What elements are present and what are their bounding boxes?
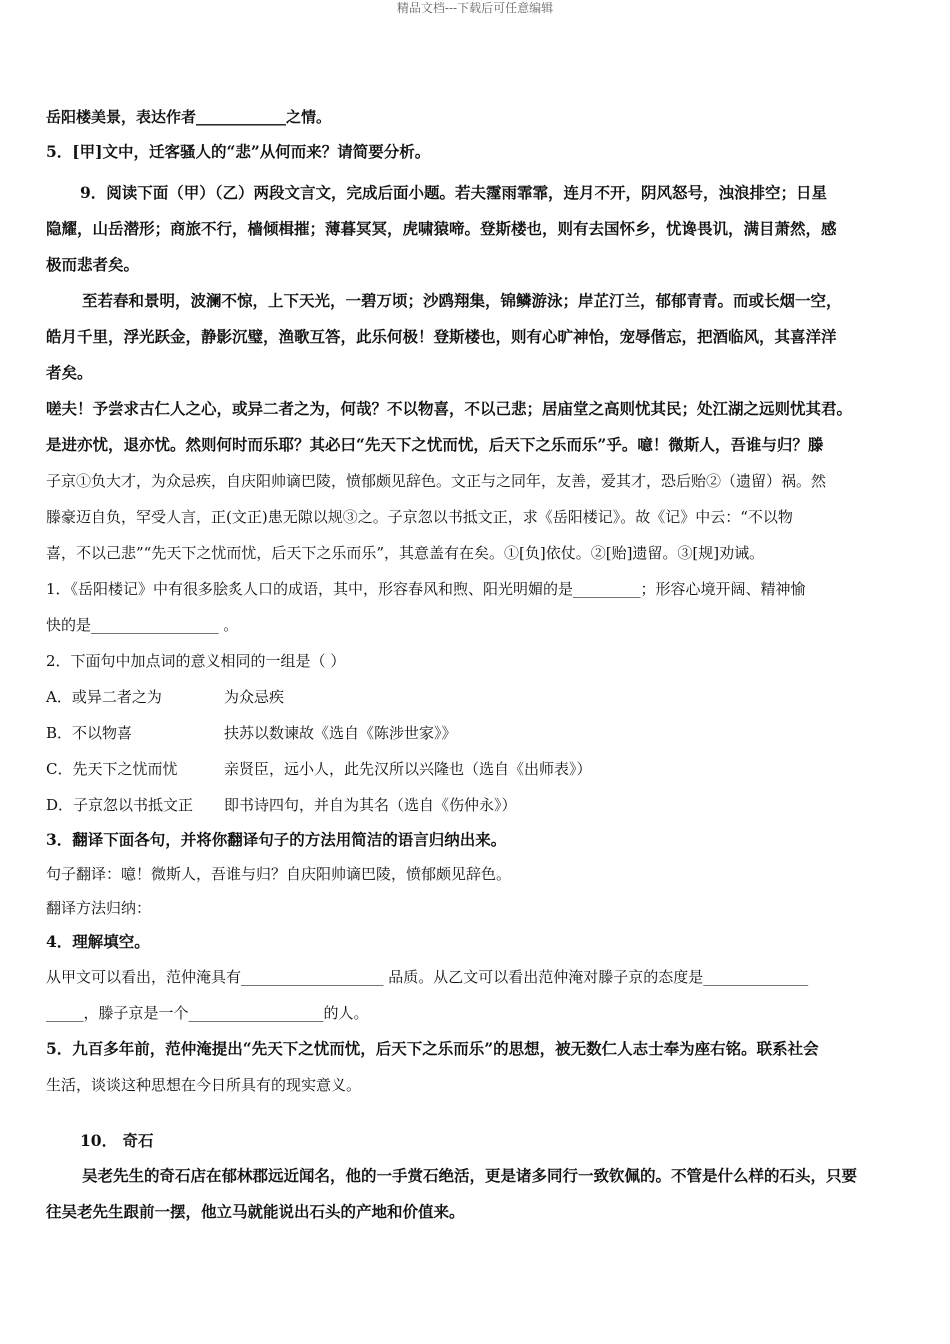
option-b [46, 715, 912, 751]
option-a-left: A．或异二者之为 [46, 688, 162, 706]
q9-intro: 9．阅读下面（甲）（乙）两段文言文，完成后面小题。若夫霪雨霏霏，连月不开，阴风怒号，浊浪排空；日星 [80, 183, 828, 202]
q9-text: 嗟夫！予尝求古仁人之心，或异二者之为，何哉？不以物喜，不以己悲；居庙堂之高则忧其民；处江湖之远则忧其君。 [46, 399, 853, 418]
question-4-text: _____，滕子京是一个__________________的人。 [46, 1004, 369, 1022]
question-4: 4．理解填空。 [46, 932, 150, 951]
question-3: 3．翻译下面各句，并将你翻译句子的方法用简洁的语言归纳出来。 [46, 830, 507, 849]
option-d-right: 即书诗四句，并自为其名（选自《伤仲永》） [224, 796, 517, 814]
option-d-left: D．子京忽以书抵文正 [46, 796, 194, 814]
question-5: 5．九百多年前，范仲淹提出“先天下之忧而忧，后天下之乐而乐”的思想，被无数仁人志士奉为座右铭。联系社会 [46, 1039, 819, 1058]
option-b-left: B．不以物喜 [46, 724, 133, 742]
question-5a: 5．[甲]文中，迁客骚人的“悲”从何而来？请简要分析。 [46, 142, 431, 161]
q9-text: 隐耀，山岳潜形；商旅不行，樯倾楫摧；薄暮冥冥，虎啸猿啼。登斯楼也，则有去国怀乡，忧谗畏讥，满目萧然，感 [46, 219, 837, 238]
option-a-right: 为众忌疾 [224, 688, 285, 706]
question-3-method: 翻译方法归纳： [46, 899, 152, 917]
question-4-text: 从甲文可以看出，范仲淹具有___________________ 品质。从乙文可以看出范仲淹对滕子京的态度是______________ [46, 968, 809, 986]
q9-text: 极而悲者矣。 [46, 255, 140, 274]
question-1: 1．《岳阳楼记》中有很多脍炙人口的成语，其中，形容春风和煦、阳光明媚的是_________；形容心境开阔、精神愉 [46, 580, 806, 598]
text-line: 岳阳楼美景，表达作者____________之情。 [46, 108, 332, 126]
option-a [46, 679, 912, 715]
q9-text: 至若春和景明，波澜不惊，上下天光，一碧万顷；沙鸥翔集，锦鳞游泳；岸芷汀兰，郁郁青青。而或长烟一空， [82, 291, 842, 310]
q9-text: 是进亦忧，退亦忧。然则何时而乐耶？其必曰“先天下之忧而忧，后天下之乐而乐”乎。噫！微斯人，吾谁与归？滕 [46, 435, 824, 454]
question-10-title: 10． 奇石 [80, 1131, 154, 1150]
option-c [46, 751, 912, 787]
question-3-translate: 句子翻译：噫！微斯人，吾谁与归？自庆阳帅谪巴陵，愤郁颇见辞色。 [46, 865, 512, 883]
option-c-right: 亲贤臣，远小人，此先汉所以兴隆也（选自《出师表》） [224, 760, 592, 778]
question-2: 2．下面句中加点词的意义相同的一组是（ ） [46, 652, 346, 670]
q10-text: 往吴老先生跟前一摆，他立马就能说出石头的产地和价值来。 [46, 1202, 465, 1221]
question-1: 快的是_________________ 。 [46, 616, 239, 634]
q10-text: 吴老先生的奇石店在郁林郡远近闻名，他的一手赏石绝活，更是诸多同行一致钦佩的。不管是什么样的石头，只要 [82, 1166, 858, 1185]
option-b-right: 扶苏以数谏故《选自《陈涉世家》》 [224, 724, 457, 742]
page-header: 精品文档---下载后可任意编辑 [396, 1, 554, 15]
document-body [46, 99, 912, 1233]
yi-text: 喜，不以己悲”“先天下之忧而忧，后天下之乐而乐”，其意盖有在矣。①[负]依仗。②[贻]遗留。③[规]劝诫。 [46, 544, 765, 562]
option-c-left: C．先天下之忧而忧 [46, 760, 178, 778]
q9-text: 皓月千里，浮光跃金，静影沉璧，渔歌互答，此乐何极！登斯楼也，则有心旷神怡，宠辱偕忘，把酒临风，其喜洋洋 [46, 327, 837, 346]
yi-text: 子京①负大才，为众忌疾，自庆阳帅谪巴陵，愤郁颇见辞色。文正与之同年，友善，爱其才，恐后贻②（遗留）祸。然 [46, 472, 827, 490]
option-d [46, 787, 912, 823]
yi-text: 滕豪迈自负，罕受人言，正(文正)患无隙以规③之。子京忽以书抵文正，求《岳阳楼记》。故《记》中云：“不以物 [46, 508, 793, 526]
q9-text: 者矣。 [46, 363, 93, 382]
question-5-text: 生活，谈谈这种思想在今日所具有的现实意义。 [46, 1076, 362, 1094]
